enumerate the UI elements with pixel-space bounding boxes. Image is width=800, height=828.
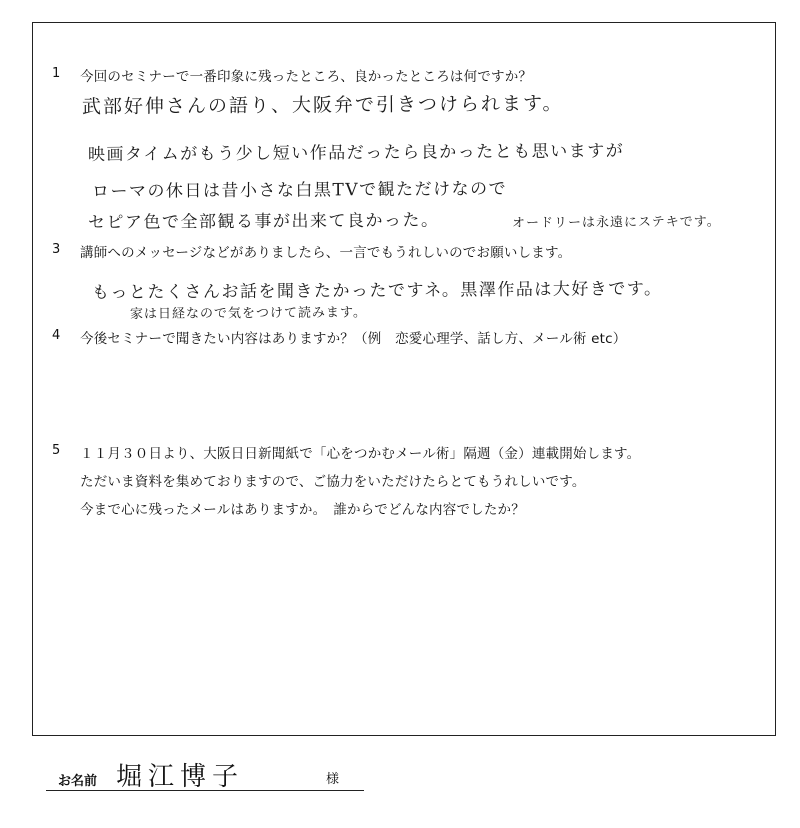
question-5-line-3: 今まで心に残ったメールはありますか。 誰からでどんな内容でしたか？ <box>80 502 525 518</box>
question-5-line-2: ただいま資料を集めておりますので、ご協力をいただけたらとてもうれしいです。 <box>80 474 586 490</box>
answer-1-line-5: オードリーは永遠にステキです。 <box>511 214 721 231</box>
question-3-number: 3 <box>52 242 61 257</box>
answer-1-line-3: ローマの休日は昔小さな白黒TVで観ただけなので <box>91 179 508 202</box>
question-3-text: 講師へのメッセージなどがありましたら、一言でもうれしいのでお願いします。 <box>80 245 572 261</box>
question-5-number: 5 <box>52 443 61 458</box>
answer-3-line-2: 家は日経なので気をつけて読みます。 <box>129 305 368 322</box>
answer-3-line-1: もっとたくさんお話を聞きたかったですネ。黒澤作品は大好きです。 <box>91 279 663 303</box>
question-1-number: 1 <box>52 66 61 81</box>
answer-1-line-4: セピア色で全部観る事が出来て良かった。 <box>87 210 440 233</box>
name-value: 堀江博子 <box>116 762 245 792</box>
question-4-number: 4 <box>52 328 61 343</box>
question-5-line-1: １１月３０日より、大阪日日新聞紙で「心をつかむメール術」隔週（金）連載開始します。 <box>80 446 641 462</box>
name-underline <box>46 790 364 791</box>
survey-form-frame <box>32 22 776 736</box>
question-1-text: 今回のセミナーで一番印象に残ったところ、良かったところは何ですか？ <box>80 69 533 85</box>
answer-1-line-2: 映画タイムがもう少し短い作品だったら良かったとも思いますが <box>87 141 625 165</box>
name-suffix: 様 <box>326 772 340 787</box>
name-label: お名前 <box>58 774 98 789</box>
answer-1-line-1: 武部好伸さんの語り、大阪弁で引きつけられます。 <box>81 92 564 118</box>
question-4-text: 今後セミナーで聞きたい内容はありますか？（例 恋愛心理学、話し方、メール術 etc） <box>80 331 627 347</box>
